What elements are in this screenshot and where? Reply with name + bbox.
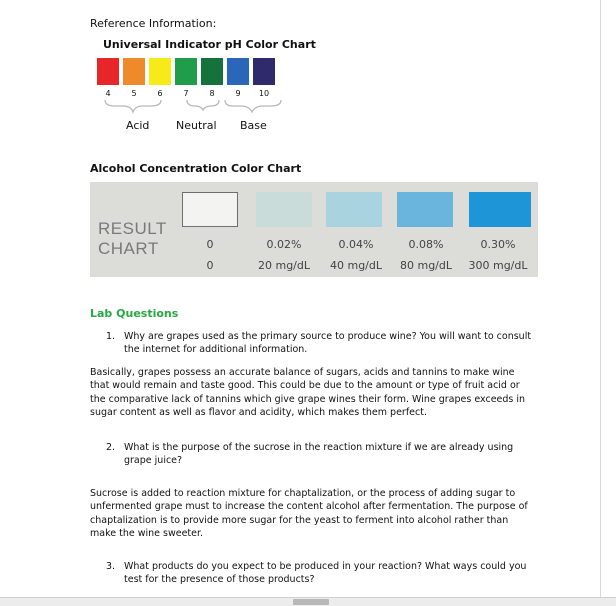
ph-color-swatches	[97, 58, 275, 85]
ph-number: 10	[258, 89, 270, 98]
color-box-0-08	[397, 192, 453, 227]
color-box-0-30	[469, 192, 531, 227]
answer-2: Sucrose is added to reaction mixture for chaptalization, or the process of adding sugar to unfermented grape must to increase the content alcohol after fermentation. The purpose of chaptalization is to provide more sugar for the yeast to ferment into alcohol rather than make the wine sweeter.	[90, 488, 528, 539]
question-number: 3.	[106, 561, 116, 572]
alcohol-concentration-chart	[90, 182, 538, 277]
acid-brace	[105, 100, 161, 112]
base-brace	[225, 100, 281, 112]
answer-1: Basically, grapes possess an accurate balance of sugars, acids and tannins to make wine that would remain and taste good. This could be due to the amount or type of fruit acid or the comparative lack of tannins which give grape wines their form. Wine grapes exceeds in sugar content as well as flavor and acidity, which makes them perfect.	[90, 367, 526, 418]
percent-label: 0.30%	[480, 238, 516, 251]
ph-swatch-7	[175, 58, 197, 85]
reference-label: Reference Information:	[90, 17, 217, 30]
ph-chart-title: Universal Indicator pH Color Chart	[103, 38, 316, 51]
ph-swatch-4	[97, 58, 119, 85]
ph-number: 5	[131, 89, 137, 98]
question-1	[106, 330, 536, 356]
color-box-0-04	[326, 192, 382, 227]
ph-number: 9	[235, 89, 241, 98]
question-number: 1.	[106, 331, 116, 342]
ph-number-row	[97, 89, 275, 98]
mg-label: 300 mg/dL	[468, 259, 528, 272]
ph-swatch-6	[149, 58, 171, 85]
base-label: Base	[240, 119, 267, 132]
percent-label: 0	[206, 238, 214, 251]
acid-label: Acid	[126, 119, 150, 132]
chart-label: CHART	[98, 239, 159, 258]
question-text: Why are grapes used as the primary source to produce wine? You will want to consult the internet for additional information.	[124, 331, 532, 355]
question-2	[106, 441, 536, 467]
percent-label: 0.08%	[408, 238, 444, 251]
window-right-edge	[600, 0, 616, 605]
ph-number: 7	[183, 89, 189, 98]
ph-swatch-8	[201, 58, 223, 85]
lab-questions-heading: Lab Questions	[90, 307, 179, 320]
group-braces	[97, 98, 297, 114]
mg-label: 40 mg/dL	[329, 259, 382, 272]
percent-label: 0.02%	[266, 238, 302, 251]
question-3	[106, 560, 536, 586]
ph-swatch-10	[253, 58, 275, 85]
mg-label: 80 mg/dL	[399, 259, 452, 272]
scrollbar-thumb[interactable]	[293, 599, 329, 605]
mg-label: 0	[206, 259, 214, 272]
color-box-0-02	[256, 192, 312, 227]
neutral-label: Neutral	[176, 119, 217, 132]
ph-swatch-5	[123, 58, 145, 85]
question-text: What is the purpose of the sucrose in the reaction mixture if we are already using grape juice?	[124, 442, 514, 466]
percent-label: 0.04%	[338, 238, 374, 251]
mg-label: 20 mg/dL	[257, 259, 310, 272]
ph-number: 8	[209, 89, 215, 98]
color-box-0	[182, 192, 238, 227]
ph-number: 4	[105, 89, 111, 98]
ph-swatch-9	[227, 58, 249, 85]
result-label: RESULT	[98, 219, 167, 238]
alcohol-chart-title: Alcohol Concentration Color Chart	[90, 162, 302, 175]
neutral-brace	[187, 100, 219, 110]
question-text: What products do you expect to be produced in your reaction? What ways could you test for the presence of those products?	[124, 561, 527, 585]
question-number: 2.	[106, 442, 116, 453]
ph-number: 6	[157, 89, 163, 98]
